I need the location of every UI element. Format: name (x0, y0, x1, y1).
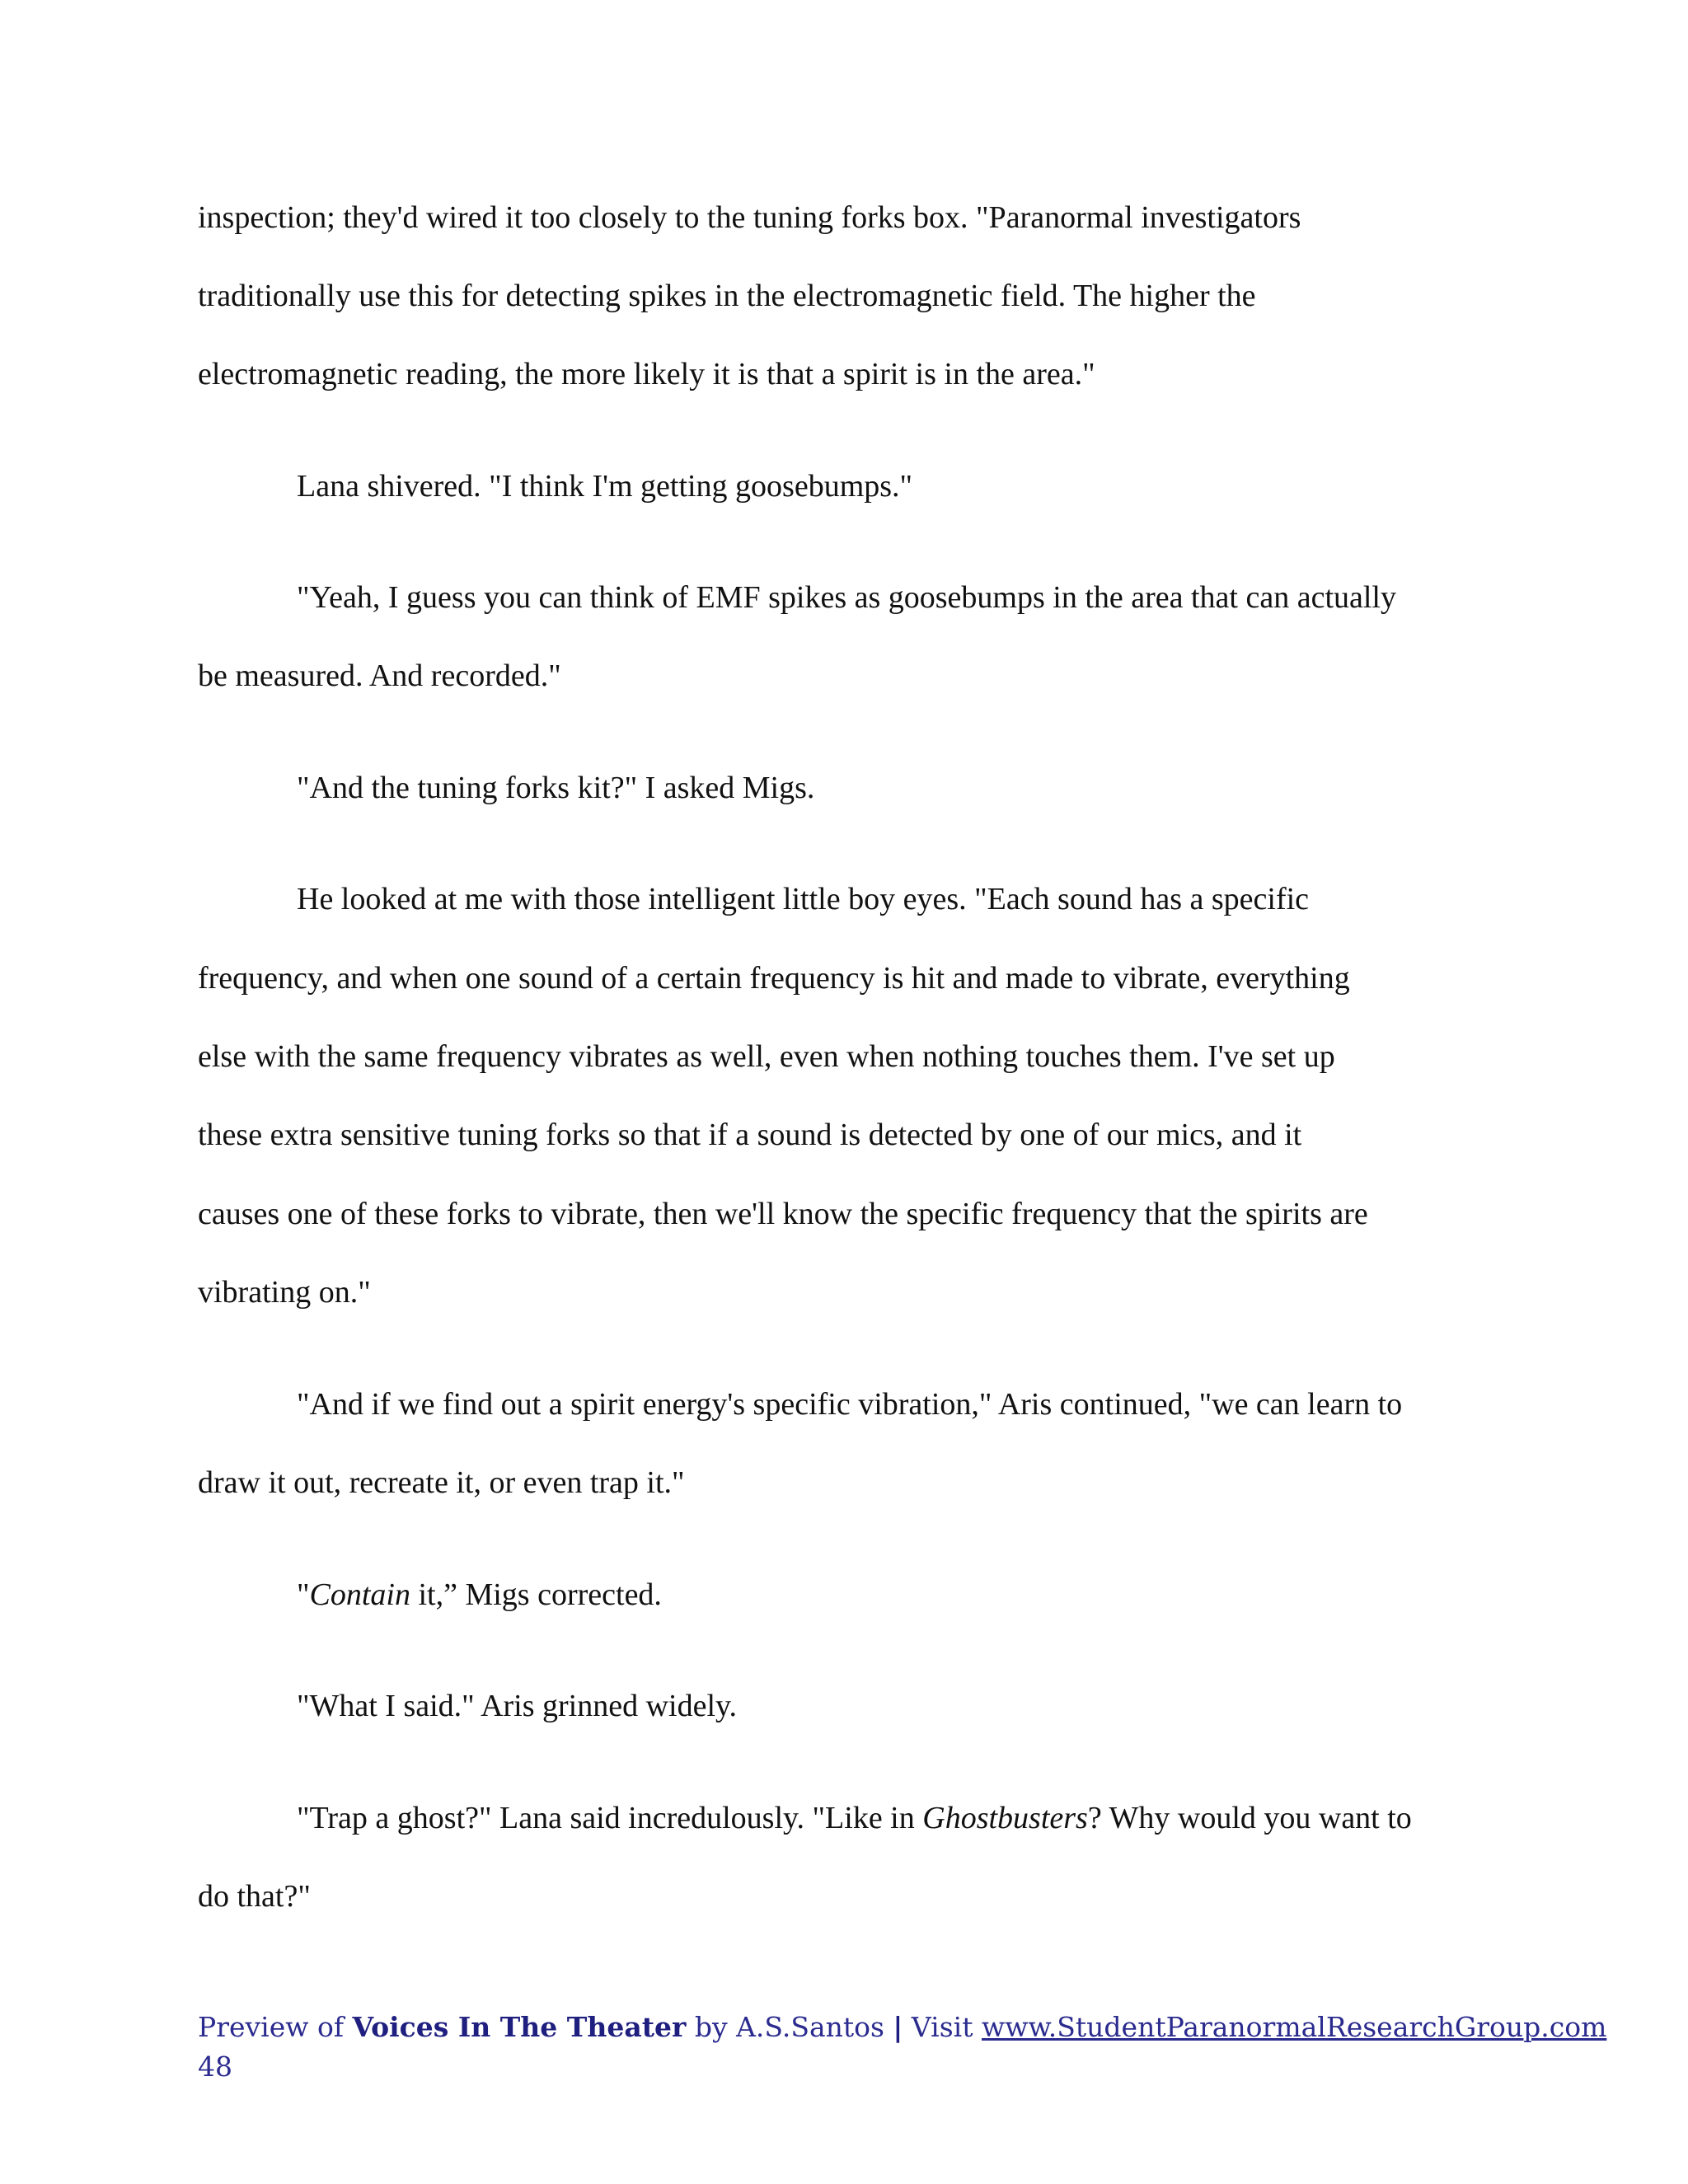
text-line: frequency, and when one sound of a certain frequency is hit and made to vibrate, everything (198, 961, 1350, 996)
text-line: be measured. And recorded." (198, 658, 561, 693)
text-line: do that?" (198, 1879, 311, 1914)
text-line: "Yeah, I guess you can think of EMF spikes as goosebumps in the area that can actually (297, 580, 1396, 615)
text-line: these extra sensitive tuning forks so that if a sound is detected by one of our mics, and it (198, 1118, 1302, 1152)
footer-separator: | (893, 2011, 903, 2043)
italic-text: Ghostbusters (922, 1801, 1088, 1835)
text-line: draw it out, recreate it, or even trap it." (198, 1465, 685, 1500)
book-title: Voices In The Theater (352, 2011, 687, 2043)
text-line (297, 1795, 1412, 1841)
text-line: "And the tuning forks kit?" I asked Migs. (297, 771, 815, 805)
text-line: Lana shivered. "I think I'm getting goosebumps." (297, 469, 913, 504)
text-line: vibrating on." (198, 1275, 371, 1310)
text-line: "What I said." Aris grinned widely. (297, 1689, 738, 1723)
text-line (297, 1572, 662, 1618)
text-line: traditionally use this for detecting spikes in the electromagnetic field. The higher the (198, 279, 1256, 313)
line-text: " (297, 1577, 310, 1612)
line-text: it,” Migs corrected. (410, 1577, 662, 1612)
text-line: causes one of these forks to vibrate, then we'll know the specific frequency that the spirits are (198, 1197, 1368, 1231)
text-line: else with the same frequency vibrates as well, even when nothing touches them. I've set up (198, 1039, 1335, 1074)
text-line: inspection; they'd wired it too closely to the tuning forks box. "Paranormal investigators (198, 200, 1301, 235)
footer-prefix: Preview of (198, 2011, 353, 2043)
line-text: ? Why would you want to (1087, 1801, 1412, 1835)
preview-footer (198, 2011, 1606, 2044)
page-number: 48 (198, 2050, 232, 2083)
italic-text: Contain (309, 1577, 410, 1612)
text-line: electromagnetic reading, the more likely it is that a spirit is in the area." (198, 357, 1095, 391)
footer-visit: Visit (903, 2011, 982, 2043)
text-line: "And if we find out a spirit energy's specific vibration," Aris continued, "we can learn to (297, 1387, 1403, 1422)
website-link[interactable]: www.StudentParanormalResearchGroup.com (981, 2011, 1607, 2043)
line-text: "Trap a ghost?" Lana said incredulously. "Like in (297, 1801, 923, 1835)
text-line: He looked at me with those intelligent little boy eyes. "Each sound has a specific (297, 882, 1310, 916)
footer-author: by A.S.Santos (686, 2011, 893, 2043)
